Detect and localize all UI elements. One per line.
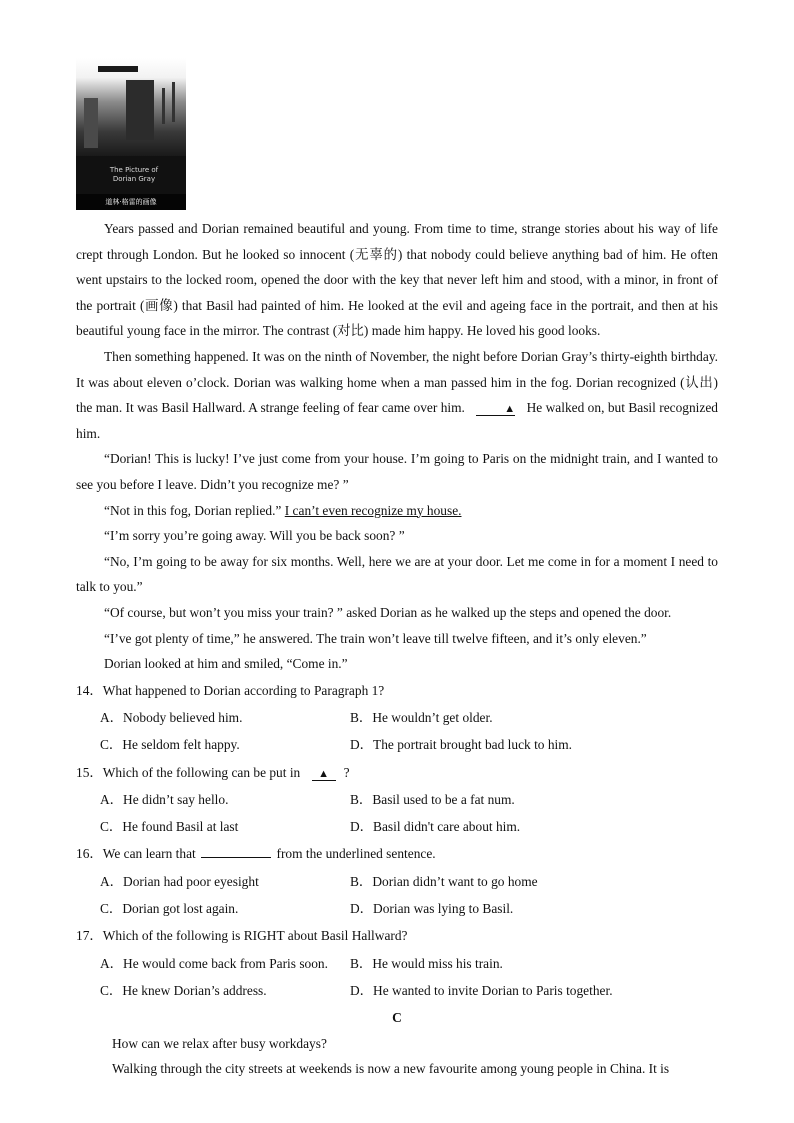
paragraph-2-tail: He walked on, but Basil recognized him. [76, 400, 718, 441]
blank-marker: ▲ [312, 768, 336, 781]
option-a[interactable]: A．Nobody believed him. [100, 709, 243, 725]
option-c[interactable]: C．He found Basil at last [100, 819, 239, 835]
cover-footer: 道林·格雷的画像 [76, 194, 186, 210]
option-a[interactable]: A．He would come back from Paris soon. [100, 955, 328, 971]
question-stem-end: ? [343, 764, 350, 780]
reading-passage [76, 216, 718, 1081]
cover-decoration [98, 66, 138, 72]
dialogue-line: “No, I’m going to be away for six months. Well, here we are at your door. Let me come in for a moment I need to talk to you.” [76, 553, 718, 595]
dialogue-line: “Of course, but won’t you miss your train? ” asked Dorian as he walked up the steps and opened the door. [104, 604, 672, 620]
option-a[interactable]: A．Dorian had poor eyesight [100, 873, 259, 889]
option-d[interactable]: D．He wanted to invite Dorian to Paris together. [350, 982, 613, 998]
question-stem: 17．Which of the following is RIGHT about Basil Hallward? [76, 928, 408, 944]
section-c-line: Walking through the city streets at weekends is now a new favourite among young people in China. It is [112, 1061, 670, 1077]
cover-decoration [172, 82, 175, 122]
section-heading: C [392, 1010, 402, 1026]
options [76, 704, 718, 759]
dialogue-text: “Not in this fog, Dorian replied.” [104, 502, 282, 518]
section-c-line: How can we relax after busy workdays? [112, 1036, 327, 1052]
blank-marker: ▲ [476, 403, 515, 416]
option-c[interactable]: C．He knew Dorian’s address. [100, 982, 267, 998]
cover-decoration [162, 88, 165, 124]
option-b[interactable]: B．Basil used to be a fat num. [350, 791, 515, 807]
paragraph-2 [76, 344, 718, 446]
question-14 [76, 677, 718, 759]
question-stem: 14．What happened to Dorian according to Paragraph 1? [76, 682, 385, 698]
underlined-sentence: I can’t even recognize my house. [284, 502, 462, 518]
options [76, 950, 718, 1005]
options [76, 786, 718, 841]
dialogue-line: “I’ve got plenty of time,” he answered. The train won’t leave till twelve fifteen, and it’s only eleven.” [104, 630, 647, 646]
option-b[interactable]: B．Dorian didn’t want to go home [350, 873, 538, 889]
book-cover-image [76, 58, 186, 210]
option-b[interactable]: B．He would miss his train. [350, 955, 503, 971]
option-c[interactable]: C．Dorian got lost again. [100, 901, 239, 917]
question-16 [76, 840, 718, 922]
question-17 [76, 922, 718, 1004]
dialogue-line [76, 498, 718, 524]
question-15 [76, 759, 718, 841]
paragraph-1: Years passed and Dorian remained beautiful and young. From time to time, strange stories about his way of life crept through London. But he looked so innocent (无辜的) that nobody could believe anything bad of him. He often went upstairs to the locked room, opened the door with the key that never left him and stood, with a minor, in front of the portrait (画像) that Basil had painted of him. He looked at the evil and ageing face in the portrait, and then at his beautiful young face in the mirror. The contrast (对比) made him happy. He loved his good looks. [76, 221, 718, 339]
cover-decoration [126, 80, 154, 140]
cover-decoration [84, 98, 98, 148]
dialogue-line: “I’m sorry you’re going away. Will you be back soon? ” [104, 528, 405, 544]
option-a[interactable]: A．He didn’t say hello. [100, 791, 229, 807]
cover-title [94, 166, 174, 184]
option-c[interactable]: C．He seldom felt happy. [100, 737, 240, 753]
question-stem [76, 840, 718, 867]
option-d[interactable]: D．Dorian was lying to Basil. [350, 901, 514, 917]
dialogue-line: Dorian looked at him and smiled, “Come in.” [104, 656, 348, 672]
question-stem-text: 16．We can learn that [76, 846, 196, 862]
answer-blank [201, 845, 271, 858]
paragraph-2-text: Then something happened. It was on the ninth of November, the night before Dorian Gray’s thirty-eighth birthday. It was about eleven o’clock. Dorian was walking home when a man passed him in the fog. Dorian recognized (认出) the man. It was Basil Hallward. A strange feeling of fear came over him. [76, 348, 718, 416]
option-d[interactable]: D．The portrait brought bad luck to him. [350, 737, 573, 753]
option-d[interactable]: D．Basil didn't care about him. [350, 819, 521, 835]
question-stem-text: 15．Which of the following can be put in [76, 764, 301, 780]
cover-title-line: Dorian Gray [112, 175, 156, 183]
options [76, 868, 718, 923]
dialogue-line: “Dorian! This is lucky! I’ve just come from your house. I’m going to Paris on the midnight train, and I wanted to see you before I leave. Didn’t you recognize me? ” [76, 451, 718, 492]
cover-title-line: The Picture of [109, 166, 159, 174]
question-stem [76, 759, 718, 786]
option-b[interactable]: B．He wouldn’t get older. [350, 709, 493, 725]
question-stem-end: from the underlined sentence. [276, 846, 436, 862]
